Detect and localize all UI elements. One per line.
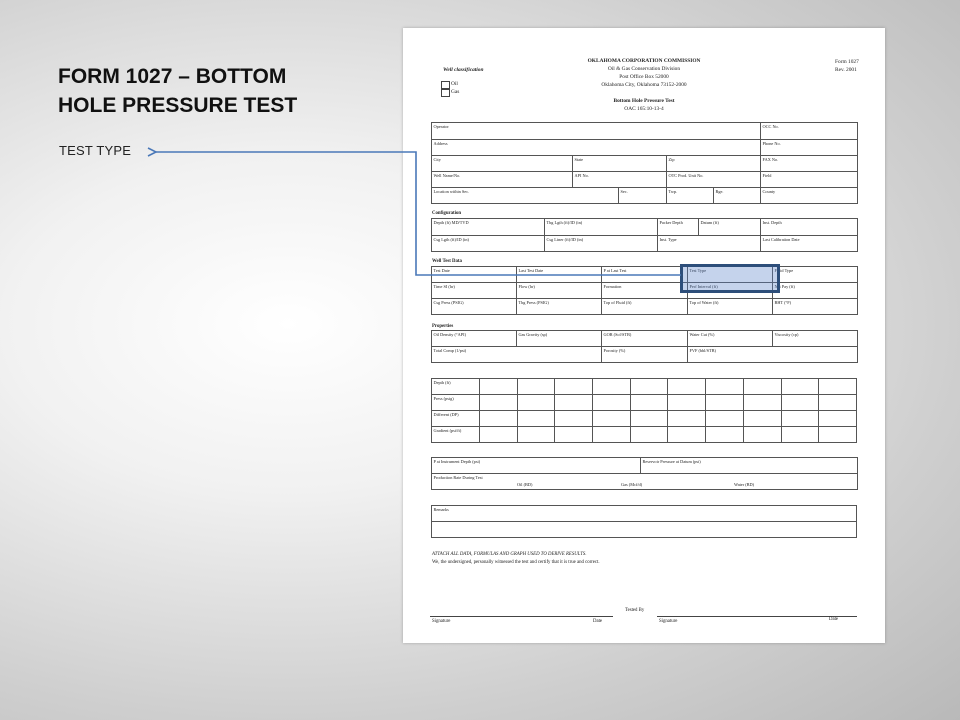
- time-si-field[interactable]: Time SI (hr): [432, 283, 517, 299]
- datum-field[interactable]: Datum (ft): [699, 219, 761, 236]
- fax-field[interactable]: FAX No.: [761, 156, 858, 172]
- grid-cell[interactable]: [706, 395, 744, 411]
- remarks-line[interactable]: [432, 522, 857, 538]
- grid-cell[interactable]: [480, 395, 518, 411]
- flow-hours-field[interactable]: Flow (hr): [517, 283, 602, 299]
- form-title: Bottom Hole Pressure Test: [613, 98, 675, 104]
- grid-cell[interactable]: [668, 379, 706, 395]
- press-row: [432, 395, 857, 411]
- gas-label: Gas: [451, 89, 460, 95]
- test-type-highlight: [680, 264, 780, 293]
- grid-cell[interactable]: [480, 427, 518, 443]
- remarks-table: [431, 505, 857, 538]
- p-at-last-test-field[interactable]: P at Last Test: [602, 267, 688, 283]
- configuration-heading: Configuration: [432, 211, 462, 216]
- grid-cell[interactable]: [819, 427, 857, 443]
- tbg-press-field[interactable]: Tbg Press (PSIG): [517, 299, 602, 315]
- water-bd-label: Water (BD): [734, 482, 755, 487]
- address-field[interactable]: Address: [432, 140, 761, 156]
- gas-checkbox[interactable]: [441, 89, 450, 97]
- county-field[interactable]: County: [761, 188, 858, 204]
- grid-cell[interactable]: [517, 395, 555, 411]
- grid-cell[interactable]: [743, 395, 781, 411]
- api-no-field[interactable]: API No.: [573, 172, 667, 188]
- depth-row-label: Depth (ft): [432, 379, 480, 395]
- remarks-field[interactable]: Remarks: [432, 506, 857, 522]
- reservoir-pressure-field[interactable]: Reservoir Pressure at Datum (psi): [641, 458, 858, 474]
- gradient-row: [432, 427, 857, 443]
- well-test-table: [431, 266, 858, 315]
- grid-cell[interactable]: [706, 411, 744, 427]
- grid-cell[interactable]: [743, 379, 781, 395]
- signature-label-1: Signature: [432, 619, 451, 624]
- agency-city: Oklahoma City, Oklahoma 73152-2000: [601, 82, 687, 88]
- test-type-callout-label: TEST TYPE: [59, 143, 132, 158]
- grid-cell[interactable]: [593, 395, 631, 411]
- last-test-date-field[interactable]: Last Test Date: [517, 267, 602, 283]
- grid-cell[interactable]: [706, 427, 744, 443]
- agency-name: OKLAHOMA CORPORATION COMMISSION: [587, 58, 701, 64]
- oil-density-field[interactable]: Oil Density (°API): [432, 331, 517, 347]
- well-name-field[interactable]: Well Name/No.: [432, 172, 573, 188]
- grid-cell[interactable]: [517, 411, 555, 427]
- properties-table: [431, 330, 858, 363]
- grid-cell[interactable]: [517, 427, 555, 443]
- date-label-1: Date: [593, 619, 603, 624]
- csg-press-field[interactable]: Csg Press (PSIG): [432, 299, 517, 315]
- grid-cell[interactable]: [668, 427, 706, 443]
- slide-title-line-1: FORM 1027 – BOTTOM: [58, 65, 287, 88]
- grid-cell[interactable]: [630, 395, 668, 411]
- grid-cell[interactable]: [593, 427, 631, 443]
- state-field[interactable]: State: [573, 156, 667, 172]
- grid-cell[interactable]: [555, 379, 593, 395]
- bht-field[interactable]: BHT (°F): [773, 299, 858, 315]
- grid-cell[interactable]: [480, 411, 518, 427]
- grid-cell[interactable]: [593, 411, 631, 427]
- gradient-row-label: Gradient (psi/ft): [432, 427, 480, 443]
- po-box: Post Office Box 52000: [619, 74, 669, 80]
- last-calibration-field[interactable]: Last Calibration Date: [761, 236, 858, 252]
- gor-field[interactable]: GOR (Scf/STB): [602, 331, 688, 347]
- grid-cell[interactable]: [630, 379, 668, 395]
- grid-cell[interactable]: [743, 427, 781, 443]
- different-row-label: Different (DP): [432, 411, 480, 427]
- date-label-2: Date: [829, 617, 839, 622]
- slide-title: [58, 62, 358, 120]
- signature-line-1[interactable]: [430, 616, 613, 617]
- zip-field[interactable]: Zip: [667, 156, 761, 172]
- occ-no-field[interactable]: OCC No.: [761, 123, 858, 140]
- top-of-water-field[interactable]: Top of Water (ft): [688, 299, 773, 315]
- porosity-field[interactable]: Porosity (%): [602, 347, 688, 363]
- form-1027-page: [403, 28, 885, 643]
- oac-reference: OAC 165:10-13-4: [624, 106, 664, 112]
- fvf-field[interactable]: FVF (bbl/STB): [688, 347, 858, 363]
- phone-field[interactable]: Phone No.: [761, 140, 858, 156]
- grid-cell[interactable]: [668, 411, 706, 427]
- city-field[interactable]: City: [432, 156, 573, 172]
- p-at-instrument-field[interactable]: P at Instrument Depth (psi): [432, 458, 641, 474]
- grid-cell[interactable]: [517, 379, 555, 395]
- location-field[interactable]: Location within Sec.: [432, 188, 619, 204]
- properties-heading: Properties: [432, 324, 454, 329]
- perf-interval-field[interactable]: Perf Interval (ft): [688, 283, 773, 299]
- operator-table: [431, 122, 858, 204]
- grid-cell[interactable]: [593, 379, 631, 395]
- sec-field[interactable]: Sec.: [619, 188, 667, 204]
- grid-cell[interactable]: [555, 427, 593, 443]
- inst-depth-field[interactable]: Inst. Depth: [761, 219, 858, 236]
- gas-mcfd-label: Gas (Mcf/d): [621, 482, 643, 487]
- depth-md-tvd-field[interactable]: Depth (ft) MD/TVD: [432, 219, 545, 236]
- grid-cell[interactable]: [706, 379, 744, 395]
- configuration-table: [431, 218, 858, 252]
- grid-cell[interactable]: [555, 395, 593, 411]
- well-test-data-heading: Well Test Data: [432, 259, 462, 264]
- different-row: [432, 411, 857, 427]
- total-comp-field[interactable]: Total Comp (1/psi): [432, 347, 602, 363]
- attach-data-note: ATTACH ALL DATA, FORMULAS AND GRAPH USED TO DERIVE RESULTS.: [432, 552, 587, 557]
- twp-field[interactable]: Twp.: [667, 188, 714, 204]
- form-number: Form 1027: [835, 59, 859, 65]
- csg-length-field[interactable]: Csg Lgth (ft)/ID (in): [432, 236, 545, 252]
- division-name: Oil & Gas Conservation Division: [607, 66, 681, 72]
- top-of-fluid-field[interactable]: Top of Fluid (ft): [602, 299, 688, 315]
- net-pay-field[interactable]: Net Pay (ft): [773, 283, 858, 299]
- otc-unit-field[interactable]: OTC Prod. Unit No.: [667, 172, 761, 188]
- grid-cell[interactable]: [743, 411, 781, 427]
- water-cut-field[interactable]: Water Cut (%): [688, 331, 773, 347]
- inst-type-field[interactable]: Inst. Type: [658, 236, 761, 252]
- grid-cell[interactable]: [781, 427, 819, 443]
- csg-liner-field[interactable]: Csg Liner (ft)/ID (in): [545, 236, 658, 252]
- viscosity-field[interactable]: Viscosity (cp): [773, 331, 858, 347]
- fluid-type-field[interactable]: Fluid Type: [773, 267, 858, 283]
- well-classification-label: Well classification: [443, 67, 484, 73]
- field-name-field[interactable]: Field: [761, 172, 858, 188]
- instrument-table: [431, 457, 858, 490]
- grid-cell[interactable]: [781, 411, 819, 427]
- depth-pressure-grid: [431, 378, 857, 443]
- formation-field[interactable]: Formation: [602, 283, 688, 299]
- grid-cell[interactable]: [630, 411, 668, 427]
- production-rate-field[interactable]: [432, 474, 858, 490]
- grid-cell[interactable]: [781, 395, 819, 411]
- grid-cell[interactable]: [781, 379, 819, 395]
- oil-label: Oil: [451, 81, 458, 87]
- packer-depth-field[interactable]: Packer Depth: [658, 219, 699, 236]
- grid-cell[interactable]: [819, 379, 857, 395]
- grid-cell[interactable]: [480, 379, 518, 395]
- depth-row: [432, 379, 857, 395]
- signature-label-2: Signature: [659, 619, 678, 624]
- press-row-label: Press (psig): [432, 395, 480, 411]
- oil-bd-label: Oil (BD): [517, 482, 533, 487]
- rge-field[interactable]: Rge.: [714, 188, 761, 204]
- grid-cell[interactable]: [668, 395, 706, 411]
- signature-line-2[interactable]: [657, 616, 857, 617]
- slide-title-line-2: HOLE PRESSURE TEST: [58, 94, 298, 117]
- form-revision: Rev. 2001: [835, 67, 857, 73]
- certification-statement: We, the undersigned, personally witnessed the test and certify that it is true and correct.: [432, 560, 600, 565]
- gas-gravity-field[interactable]: Gas Gravity (sp): [517, 331, 602, 347]
- tbg-length-field[interactable]: Tbg Lgth (ft)/ID (in): [545, 219, 658, 236]
- grid-cell[interactable]: [819, 395, 857, 411]
- tested-by-label: Tested By: [625, 608, 645, 613]
- test-type-field[interactable]: Test Type: [688, 267, 773, 283]
- grid-cell[interactable]: [819, 411, 857, 427]
- production-rate-label: Production Rate During Test: [433, 475, 483, 480]
- grid-cell[interactable]: [630, 427, 668, 443]
- operator-field[interactable]: Operator: [432, 123, 761, 140]
- grid-cell[interactable]: [555, 411, 593, 427]
- test-date-field[interactable]: Test Date: [432, 267, 517, 283]
